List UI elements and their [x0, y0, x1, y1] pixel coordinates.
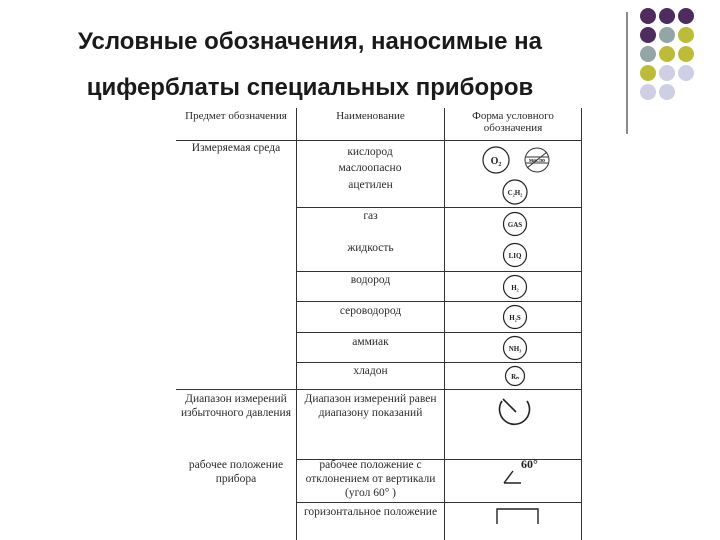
hydrogen-symbol — [502, 274, 528, 300]
column-rule — [581, 108, 582, 540]
dot-lavender — [640, 84, 656, 100]
subject-medium: Измеряемая среда — [191, 142, 281, 154]
section-rule — [176, 389, 582, 390]
name-h2s: сероводород — [339, 305, 402, 317]
header-name: Наименование — [336, 110, 405, 122]
row-rule — [296, 301, 582, 302]
svg-text:C₂H₂: C₂H₂ — [507, 189, 523, 197]
dot-lavender — [659, 84, 675, 100]
name-hydrogen: водород — [350, 274, 391, 286]
symbols-table — [176, 108, 582, 540]
dot-purple — [678, 8, 694, 24]
name-oxygen: кислород маслоопасно — [338, 146, 402, 174]
title-line-1: Условные обозначения, наносимые на — [78, 28, 542, 55]
column-rule — [444, 108, 445, 540]
row-rule — [296, 502, 582, 503]
dot-lavender — [678, 65, 694, 81]
name-acetylene: ацетилен — [348, 179, 393, 191]
dot-olive — [659, 46, 675, 62]
svg-text:масло: масло — [528, 158, 546, 164]
row-rule — [296, 362, 582, 363]
liquid-symbol — [502, 242, 528, 268]
row-rule — [296, 271, 582, 272]
subject-position: рабочее положение прибора — [188, 459, 284, 485]
dot-purple — [640, 27, 656, 43]
name-tilt: рабочее положение с отклонением от вертикали (угол 60° ) — [305, 459, 436, 499]
dot-olive — [678, 27, 694, 43]
svg-text:60°: 60° — [521, 457, 538, 471]
dot-purple — [659, 8, 675, 24]
name-freon: хладон — [353, 365, 388, 377]
name-liquid: жидкость — [347, 242, 394, 254]
name-range: Диапазон измерений равен диапазону показаний — [304, 393, 437, 419]
tilt-angle-symbol — [501, 453, 561, 487]
title-line-2: циферблаты специальных приборов — [86, 74, 534, 101]
name-ammonia: аммиак — [352, 336, 389, 348]
oxygen-symbol — [481, 145, 511, 175]
dot-teal — [659, 27, 675, 43]
dot-purple — [640, 8, 656, 24]
header-subject: Предмет обозначения — [185, 110, 287, 122]
hydrogen-sulfide-symbol — [502, 304, 528, 330]
ammonia-symbol — [502, 335, 528, 361]
svg-text:LIQ: LIQ — [508, 252, 522, 260]
name-horizontal: горизонтальное положение — [303, 506, 438, 518]
svg-text:H₂S: H₂S — [509, 314, 521, 322]
gauge-range-symbol — [496, 391, 536, 427]
svg-text:O₂: O₂ — [490, 156, 502, 167]
svg-text:H₂: H₂ — [511, 284, 519, 292]
name-gas: газ — [363, 210, 378, 222]
svg-text:NH₃: NH₃ — [508, 345, 522, 353]
gas-symbol — [502, 211, 528, 237]
acetylene-symbol — [501, 178, 529, 206]
dot-olive — [640, 65, 656, 81]
subject-range: Диапазон измерений избыточного давления — [180, 393, 292, 419]
row-rule — [296, 207, 582, 208]
header-symbol: Форма условного обозначения — [472, 110, 554, 134]
oil-hazard-symbol — [522, 146, 552, 174]
row-rule — [296, 332, 582, 333]
dot-lavender — [659, 65, 675, 81]
dot-teal — [640, 46, 656, 62]
svg-text:Rₙ: Rₙ — [511, 373, 519, 381]
horizontal-position-symbol — [494, 506, 542, 526]
freon-symbol — [504, 365, 526, 387]
svg-text:GAS: GAS — [507, 221, 523, 229]
dot-olive — [678, 46, 694, 62]
title-divider — [626, 12, 628, 134]
